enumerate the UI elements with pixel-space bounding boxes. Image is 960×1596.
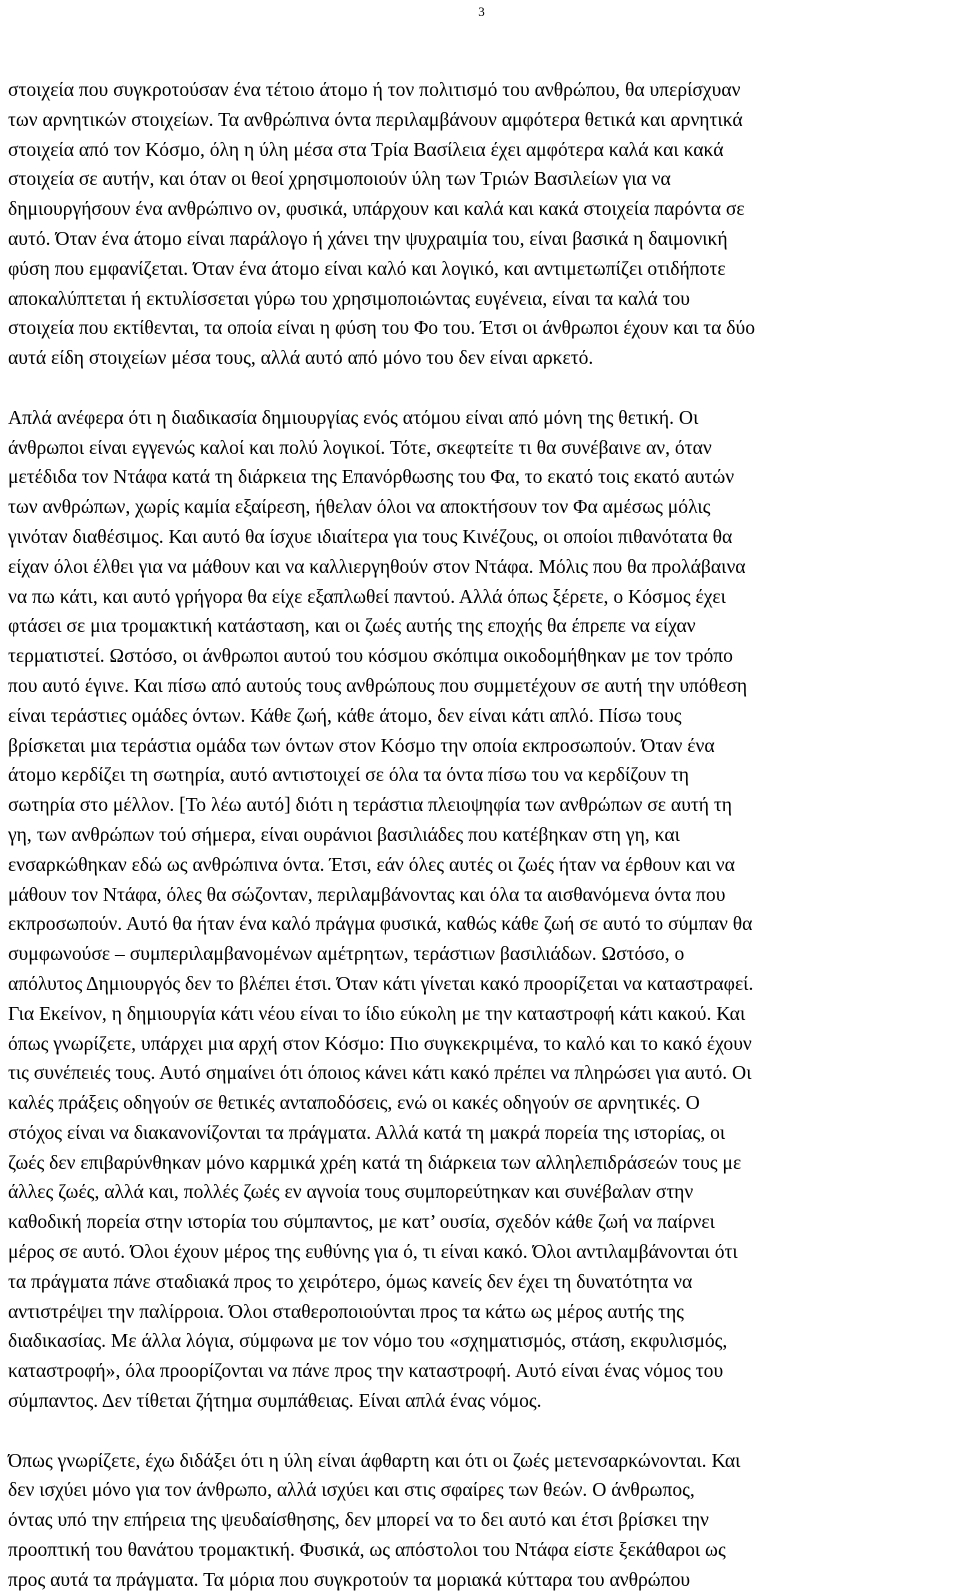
text-line: τις συνέπειές τους. Αυτό σημαίνει ότι όποιος κάνει κάτι κακό πρέπει να πληρώσει για αυτό. Οι — [8, 1063, 752, 1085]
text-line: προς αυτά τα πράγματα. Τα μόρια που συγκροτούν τα μοριακά κύτταρα του ανθρώπου — [8, 1569, 691, 1591]
text-line: φύση που εμφανίζεται. Όταν ένα άτομο είναι καλό και λογικό, και αντιμετωπίζει οτιδήποτε — [8, 258, 726, 280]
text-line: τερματιστεί. Ωστόσο, οι άνθρωποι αυτού του κόσμου σκόπιμα οικοδομήθηκαν με τον τρόπο — [8, 646, 733, 668]
text-line: στοιχεία που εκτίθενται, τα οποία είναι η φύση του Φο του. Έτσι οι άνθρωποι έχουν και τα δύο — [8, 318, 756, 340]
text-line: στόχος είναι να διακανονίζονται τα πράγματα. Αλλά κατά τη μακρά πορεία της ιστορίας, οι — [8, 1122, 726, 1144]
text-line: καθοδική πορεία στην ιστορία του σύμπαντος, με κατ’ ουσία, σχεδόν κάθε ζωή να παίρνει — [8, 1212, 715, 1234]
text-line: συμφωνούσε – συμπεριλαμβανομένων αμέτρητων, τεράστιων βασιλιάδων. Ωστόσο, ο — [8, 944, 685, 966]
page-number: 3 — [478, 4, 485, 19]
text-line: εκπροσωπούν. Αυτό θα ήταν ένα καλό πράγμα φυσικά, καθώς κάθε ζωή σε αυτό το σύμπαν θα — [8, 914, 753, 936]
text-line: δημιουργήσουν ένα ανθρώπινο ον, φυσικά, υπάρχουν και καλά και κακά στοιχεία παρόντα σε — [8, 199, 745, 221]
text-line: προοπτική του θανάτου τρομακτική. Φυσικά, ως απόστολοι του Ντάφα είστε ξεκάθαροι ως — [8, 1540, 726, 1562]
text-line: στοιχεία σε αυτήν, και όταν οι θεοί χρησιμοποιούν ύλη των Τριών Βασιλείων για να — [8, 169, 671, 191]
text-line: γη, των ανθρώπων τού σήμερα, είναι ουράνιοι βασιλιάδες που κατέβηκαν στη γη, και — [8, 824, 680, 846]
text-line: αυτά είδη στοιχείων μέσα τους, αλλά αυτό από μόνο του δεν είναι αρκετό. — [8, 348, 594, 370]
text-line: διαδικασίας. Με άλλα λόγια, σύμφωνα με τον νόμο του «σχηματισμός, στάση, εκφυλισμός, — [8, 1331, 728, 1353]
text-line: Για Εκείνον, η δημιουργία κάτι νέου είναι το ίδιο εύκολη με την καταστροφή κάτι κακού. Και — [8, 1003, 746, 1025]
text-line: Όπως γνωρίζετε, έχω διδάξει ότι η ύλη είναι άφθαρτη και ότι οι ζωές μετενσαρκώνονται. Και — [8, 1450, 741, 1472]
text-line: στοιχεία που συγκροτούσαν ένα τέτοιο άτομο ή τον πολιτισμό του ανθρώπου, θα υπερίσχυαν — [8, 80, 741, 101]
text-line: των ανθρώπων, χωρίς καμία εξαίρεση, ήθελαν όλοι να αποκτήσουν τον Φα αμέσως μόλις — [8, 497, 711, 519]
text-line: είναι τεράστιες ομάδες όντων. Κάθε ζωή, κάθε άτομο, δεν είναι κάτι απλό. Πίσω τους — [8, 705, 682, 727]
text-line: που αυτό έγινε. Και πίσω από αυτούς τους ανθρώπους που συμμετέχουν σε αυτή την υπόθεση — [8, 675, 748, 697]
text-line: στοιχεία από τον Κόσμο, όλη η ύλη μέσα στα Τρία Βασίλεια έχει αμφότερα καλά και κακά — [8, 139, 724, 161]
text-line: άλλες ζωές, αλλά και, πολλές ζωές εν αγνοία τους συμπορεύτηκαν και συνέβαλαν στην — [8, 1182, 694, 1204]
text-line: άνθρωποι είναι εγγενώς καλοί και πολύ λογικοί. Τότε, σκεφτείτε τι θα συνέβαινε αν, όταν — [8, 437, 712, 459]
paragraph — [8, 404, 956, 1417]
body-text — [8, 76, 956, 1596]
text-line: να πω κάτι, και αυτό γρήγορα θα είχε εξαπλωθεί παντού. Αλλά όπως ξέρετε, ο Κόσμος έχει — [8, 586, 726, 608]
text-line: τα πράγματα πάνε σταδιακά προς το χειρότερο, όμως κανείς δεν έχει τη δυνατότητα να — [8, 1271, 693, 1293]
paragraph — [8, 76, 956, 374]
text-line: μάθουν τον Ντάφα, όλες θα σώζονταν, περιλαμβάνοντας και όλα τα αισθανόμενα όντα που — [8, 884, 726, 906]
text-line: Απλά ανέφερα ότι η διαδικασία δημιουργίας ενός ατόμου είναι από μόνη της θετική. Οι — [8, 407, 699, 429]
text-line: μέρος σε αυτό. Όλοι έχουν μέρος της ευθύνης για ό, τι είναι κακό. Όλοι αντιλαμβάνονται ότι — [8, 1242, 738, 1264]
text-line: σύμπαντος. Δεν τίθεται ζήτημα συμπάθειας. Είναι απλά ένας νόμος. — [8, 1391, 542, 1413]
text-line: των αρνητικών στοιχείων. Τα ανθρώπινα όντα περιλαμβάνουν αμφότερα θετικά και αρνητικά — [8, 109, 743, 131]
text-line: αποκαλύπτεται ή εκτυλίσσεται γύρω του χρησιμοποιώντας ευγένεια, είναι τα καλά του — [8, 288, 690, 310]
text-line: βρίσκεται μια τεράστια ομάδα των όντων στον Κόσμο την οποία εκπροσωπούν. Όταν ένα — [8, 735, 715, 757]
text-line: μετέδιδα τον Ντάφα κατά τη διάρκεια της Επανόρθωσης του Φα, το εκατό τοις εκατό αυτών — [8, 467, 735, 489]
text-line: ζωές δεν επιβαρύνθηκαν μόνο καρμικά χρέη κατά τη διάρκεια των αλληλεπιδράσεών τους με — [8, 1152, 742, 1174]
text-line: απόλυτος Δημιουργός δεν το βλέπει έτσι. Όταν κάτι γίνεται κακό προορίζεται να καταστραφεί. — [8, 973, 754, 995]
text-line: φτάσει σε μια τρομακτική κατάσταση, και οι ζωές αυτής της εποχής θα έπρεπε να είχαν — [8, 616, 696, 638]
text-line: δεν ισχύει μόνο για τον άνθρωπο, αλλά ισχύει και στις σφαίρες των θεών. Ο άνθρωπος, — [8, 1480, 695, 1502]
paragraph — [8, 1447, 956, 1596]
text-line: ενσαρκώθηκαν εδώ ως ανθρώπινα όντα. Έτσι, εάν όλες αυτές οι ζωές ήταν να έρθουν και να — [8, 854, 735, 876]
text-line: καταστροφή», όλα προορίζονται να πάνε προς την καταστροφή. Αυτό είναι ένας νόμος του — [8, 1361, 724, 1383]
text-line: αυτό. Όταν ένα άτομο είναι παράλογο ή χάνει την ψυχραιμία του, είναι βασικά η δαιμονική — [8, 228, 728, 250]
text-line: άτομο κερδίζει τη σωτηρία, αυτό αντιστοιχεί σε όλα τα όντα πίσω του να κερδίζουν τη — [8, 765, 689, 787]
text-line: καλές πράξεις οδηγούν σε θετικές ανταποδόσεις, ενώ οι κακές οδηγούν σε αρνητικές. Ο — [8, 1093, 700, 1115]
text-line: γινόταν διαθέσιμος. Και αυτό θα ίσχυε ιδιαίτερα για τους Κινέζους, οι οποίοι πιθανότατα θα — [8, 526, 733, 548]
text-line: σωτηρία στο μέλλον. [Το λέω αυτό] διότι η τεράστια πλειοψηφία των ανθρώπων σε αυτή τη — [8, 795, 733, 817]
text-line: αντιστρέψει την παλίρροια. Όλοι σταθεροποιούνται προς τα κάτω ως μέρος αυτής της — [8, 1301, 684, 1323]
text-line: όντας υπό την επήρεια της ψευδαίσθησης, δεν μπορεί να το δει αυτό και έτσι βρίσκει την — [8, 1510, 709, 1532]
text-line: όπως γνωρίζετε, υπάρχει μια αρχή στον Κόσμο: Πιο συγκεκριμένα, το καλό και το κακό έχουν — [8, 1033, 752, 1055]
text-line: είχαν όλοι έλθει για να μάθουν και να καλλιεργηθούν στον Ντάφα. Μόλις που θα προλάβαινα — [8, 556, 746, 578]
